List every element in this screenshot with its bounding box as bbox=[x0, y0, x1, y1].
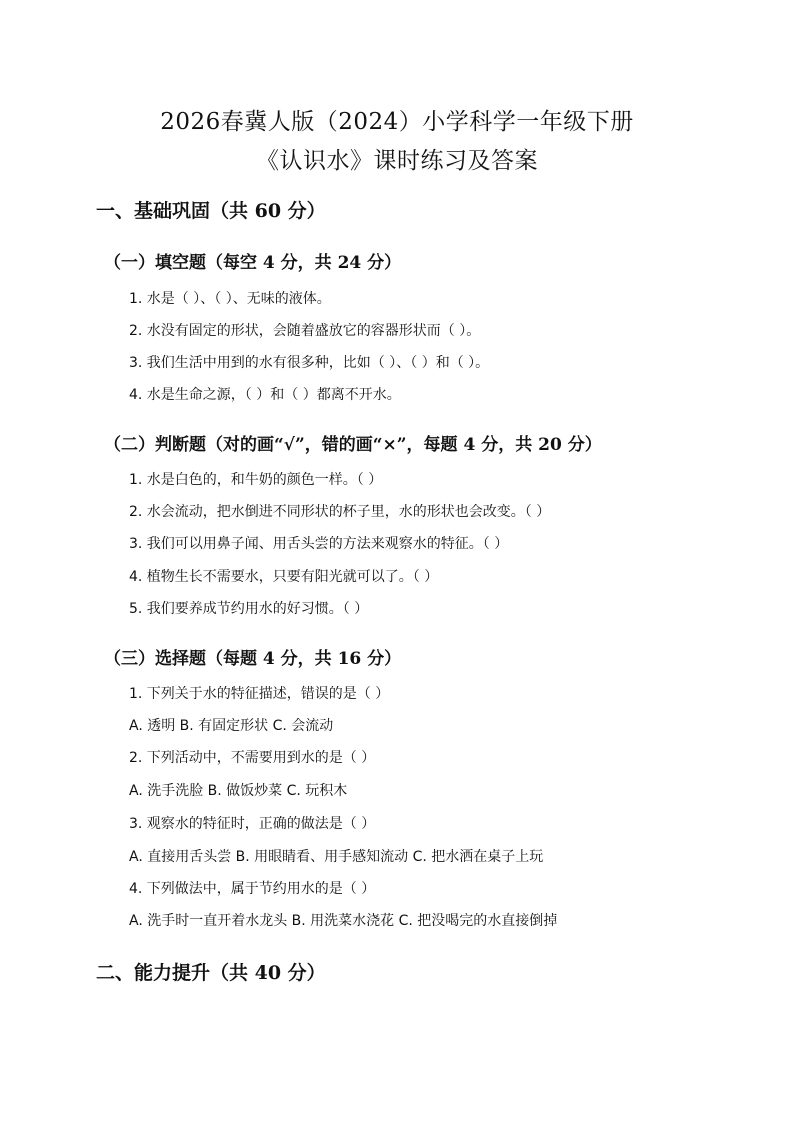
question-line: 4. 水是生命之源，（ ）和（ ）都离不开水。 bbox=[129, 387, 401, 403]
options-line: A. 直接用舌头尝 B. 用眼睛看、用手感知流动 C. 把水洒在桌子上玩 bbox=[129, 849, 544, 865]
question-line: 3. 我们生活中用到的水有很多种，比如（ ）、（ ）和（ ）。 bbox=[129, 355, 490, 371]
question-line: 2. 下列活动中，不需要用到水的是（ ） bbox=[129, 750, 376, 766]
question-line: 2. 水会流动，把水倒进不同形状的杯子里，水的形状也会改变。（ ） bbox=[129, 504, 551, 520]
options-line: A. 洗手时一直开着水龙头 B. 用洗菜水浇花 C. 把没喝完的水直接倒掉 bbox=[129, 913, 558, 929]
subsection-heading-true-false: （二）判断题（对的画“√”，错的画“×”，每题 4 分，共 20 分） bbox=[104, 435, 602, 455]
question-line: 1. 水是白色的，和牛奶的颜色一样。（ ） bbox=[129, 472, 383, 488]
options-line: A. 洗手洗脸 B. 做饭炒菜 C. 玩积木 bbox=[129, 783, 348, 799]
question-line: 1. 水是（ ）、（ ）、无味的液体。 bbox=[129, 291, 331, 307]
document-title-line-1: 2026春冀人版（2024）小学科学一年级下册 bbox=[160, 109, 634, 135]
question-line: 3. 观察水的特征时，正确的做法是（ ） bbox=[129, 816, 376, 832]
question-line: 3. 我们可以用鼻子闻、用舌头尝的方法来观察水的特征。（ ） bbox=[129, 536, 509, 552]
question-line: 5. 我们要养成节约用水的好习惯。（ ） bbox=[129, 601, 369, 617]
subsection-heading-fill-blank: （一）填空题（每空 4 分，共 24 分） bbox=[104, 253, 402, 273]
question-line: 4. 植物生长不需要水，只要有阳光就可以了。（ ） bbox=[129, 569, 439, 585]
options-line: A. 透明 B. 有固定形状 C. 会流动 bbox=[129, 718, 334, 734]
question-line: 4. 下列做法中，属于节约用水的是（ ） bbox=[129, 881, 376, 897]
question-line: 2. 水没有固定的形状，会随着盛放它的容器形状而（ ）。 bbox=[129, 323, 481, 339]
question-line: 1. 下列关于水的特征描述，错误的是（ ） bbox=[129, 686, 390, 702]
document-title-line-2: 《认识水》课时练习及答案 bbox=[256, 148, 538, 174]
section-heading-basics: 一、基础巩固（共 60 分） bbox=[96, 200, 326, 222]
subsection-heading-multiple-choice: （三）选择题（每题 4 分，共 16 分） bbox=[104, 649, 402, 669]
section-heading-advanced: 二、能力提升（共 40 分） bbox=[96, 962, 326, 984]
